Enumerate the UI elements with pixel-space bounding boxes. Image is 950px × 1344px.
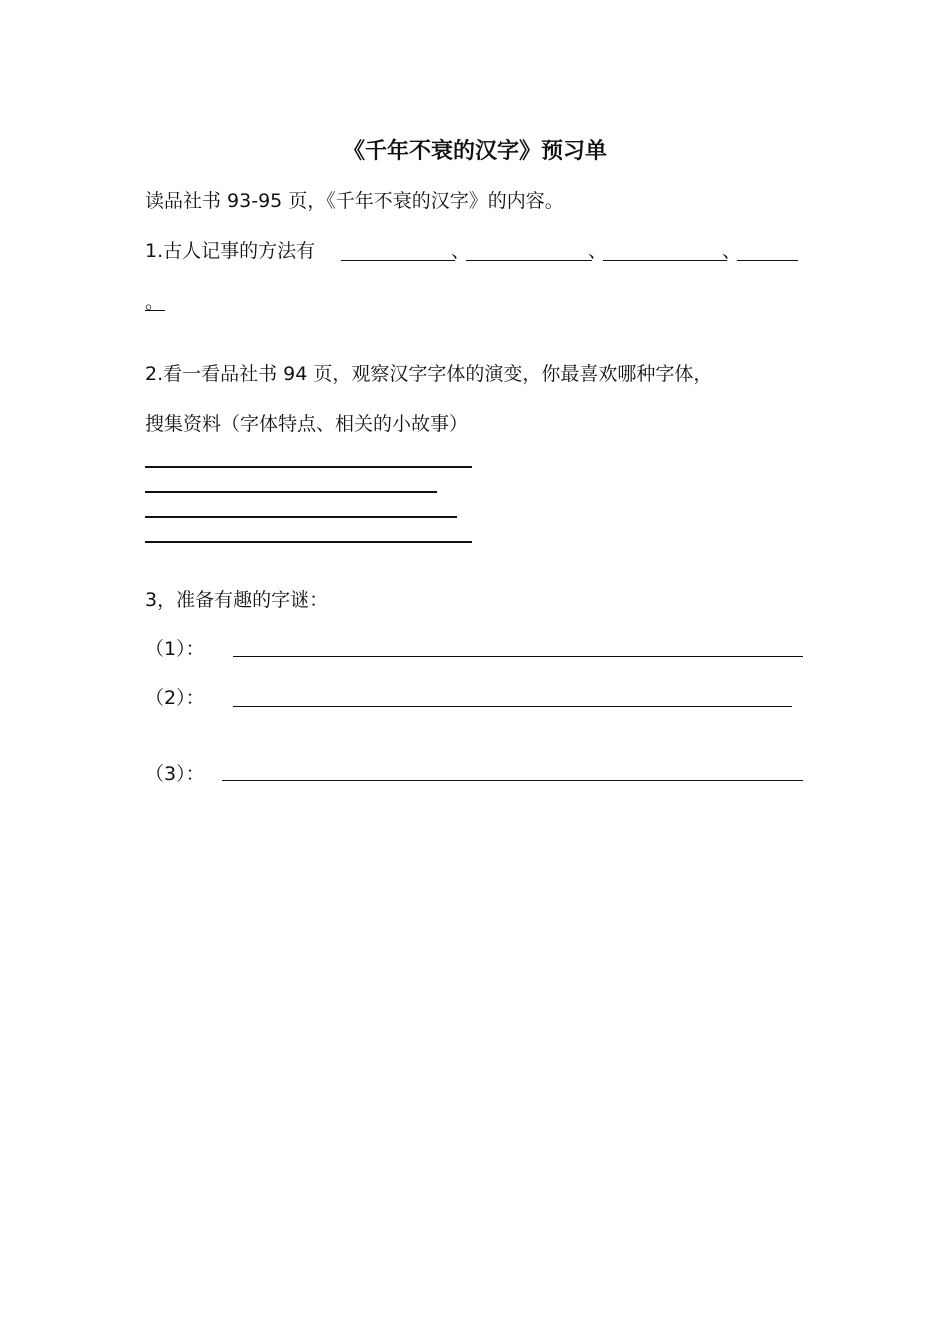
q3-item-2-label: （2）：: [145, 687, 205, 709]
q2-line-1: 2.看一看品社书 94 页，观察汉字字体的演变，你最喜欢哪种字体，: [145, 363, 713, 385]
q2-line-2: 搜集资料（字体特点、相关的小故事）: [145, 413, 469, 435]
q1-separator-3: 、: [722, 240, 742, 262]
page-title: 《千年不衰的汉字》预习单: [342, 139, 607, 164]
q1-end-underline: [145, 310, 165, 311]
q3-item-1-blank[interactable]: [233, 656, 803, 657]
q3-item-3-blank[interactable]: [222, 780, 803, 781]
q3-item-3-label: （3）：: [145, 763, 205, 785]
q1-blank-1[interactable]: [341, 260, 455, 261]
q1-separator-2: 、: [588, 240, 608, 262]
q1-prompt: 1.古人记事的方法有: [145, 240, 316, 262]
q2-answer-line-3[interactable]: [145, 516, 457, 518]
q2-answer-line-4[interactable]: [145, 541, 472, 543]
q3-item-1-label: （1）：: [145, 638, 205, 660]
q1-blank-2[interactable]: [466, 260, 592, 261]
q3-item-2-blank[interactable]: [233, 706, 792, 707]
q1-blank-4[interactable]: [737, 260, 798, 261]
intro-text: 读品社书 93-95 页，《千年不衰的汉字》的内容。: [145, 190, 564, 212]
q2-answer-line-1[interactable]: [145, 466, 472, 468]
q1-separator-1: 、: [451, 240, 471, 262]
q3-prompt: 3，准备有趣的字谜：: [145, 589, 329, 611]
q1-end-mark: 。: [145, 291, 165, 313]
q2-answer-line-2[interactable]: [145, 491, 437, 493]
q1-blank-3[interactable]: [603, 260, 727, 261]
